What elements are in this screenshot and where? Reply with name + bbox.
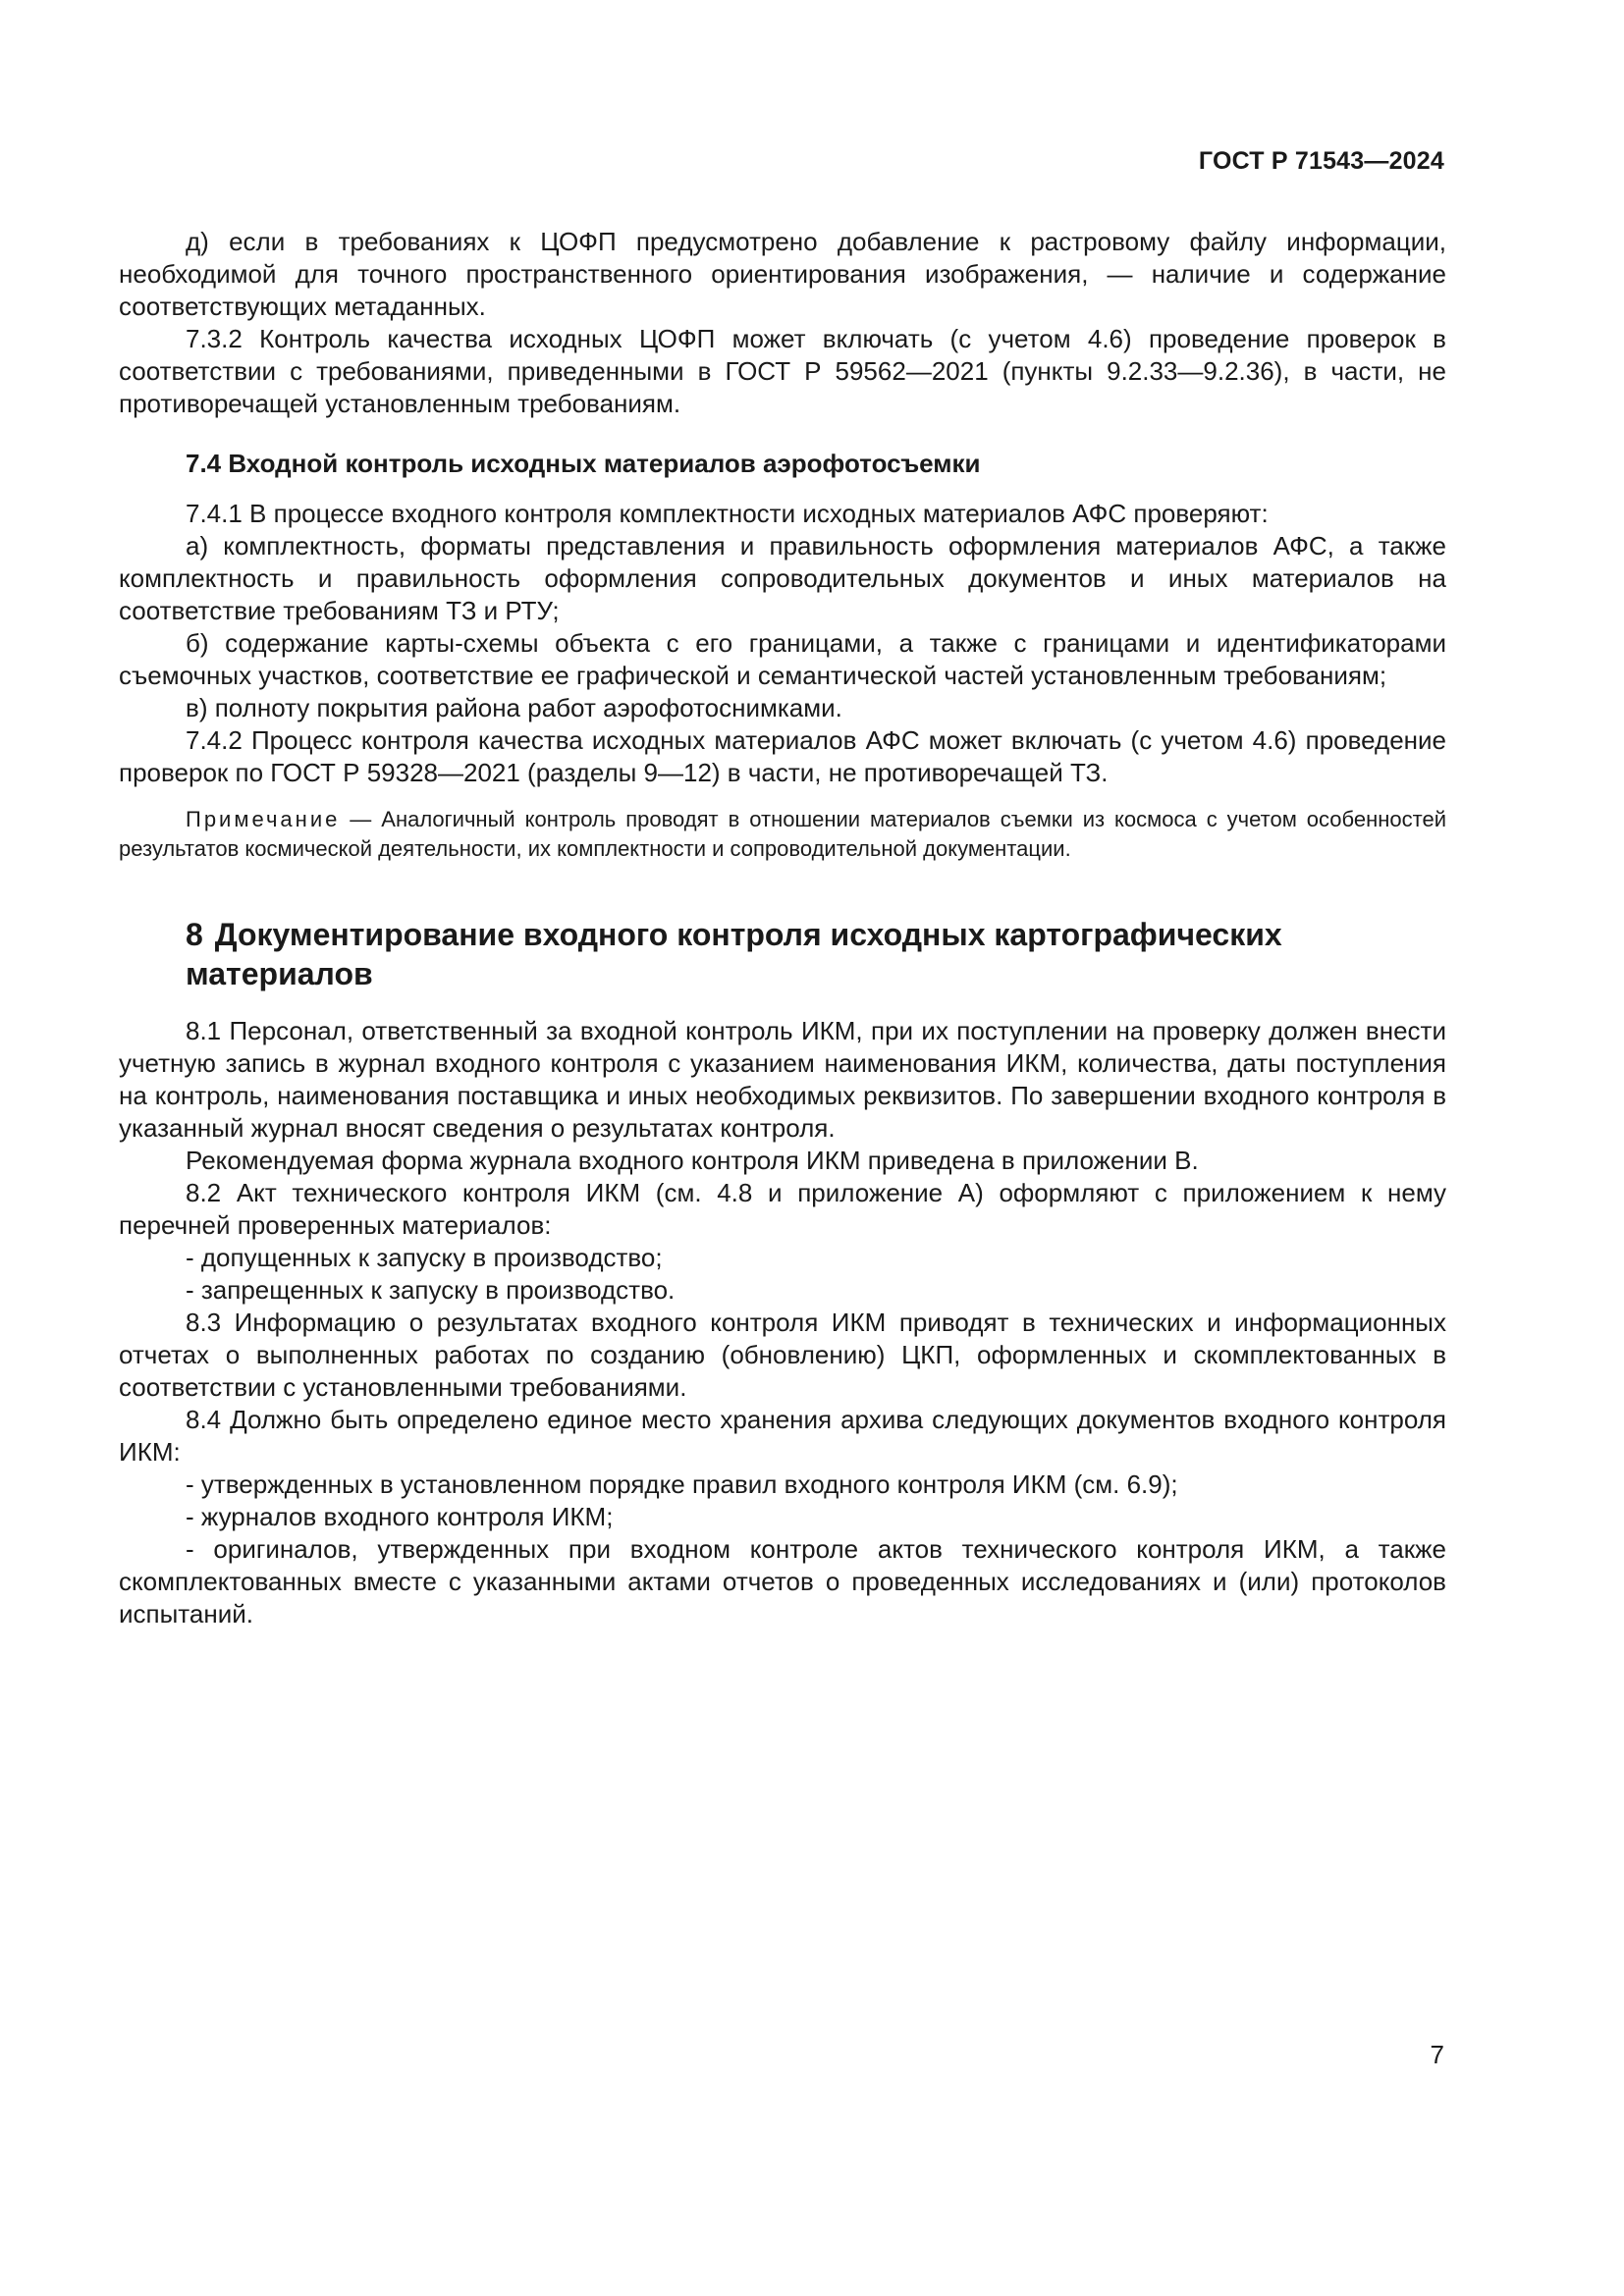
paragraph: 8.2 Акт технического контроля ИКМ (см. 4.8 и приложение А) оформляют с приложением к нему перечней проверенных материалов: <box>119 1178 1446 1240</box>
paragraph: 7.4.1 В процессе входного контроля комплектности исходных материалов АФС проверяют: <box>186 499 1269 528</box>
paragraph: 8.1 Персонал, ответственный за входной контроль ИКМ, при их поступлении на проверку должен внести учетную запись в журнал входного контроля с указанием наименования ИКМ, количества, даты поступления на контроль, наименования поставщика и иных необходимых реквизитов. По завершении входного контроля в указанный журнал вносят сведения о результатах контроля. <box>119 1016 1446 1143</box>
document-body <box>119 226 1446 1630</box>
section-number: 8 <box>186 917 203 952</box>
paragraph: б) содержание карты-схемы объекта с его границами, а также с границами и идентификаторами съемочных участков, соответствие ее графической и семантической частей установленным требованиям; <box>119 628 1446 690</box>
section-heading <box>119 915 1446 993</box>
page-number: 7 <box>1430 2040 1444 2069</box>
paragraph: Рекомендуемая форма журнала входного контроля ИКМ приведена в приложении В. <box>186 1146 1199 1175</box>
paragraph: 7.3.2 Контроль качества исходных ЦОФП может включать (с учетом 4.6) проведение проверок в соответствии с требованиями, приведенными в ГОСТ Р 59562—2021 (пункты 9.2.33—9.2.36), в части, не противоречащей установленным требованиям. <box>119 324 1446 418</box>
paragraph: 8.3 Информацию о результатах входного контроля ИКМ приводят в технических и информационных отчетах о выполненных работах по созданию (обновлению) ЦКП, оформленных и скомплектованных в соответствии с установленными требованиями. <box>119 1308 1446 1402</box>
section-title: Документирование входного контроля исходных картографических материалов <box>186 917 1282 991</box>
paragraph: - допущенных к запуску в производство; <box>186 1243 663 1272</box>
note-text: — Аналогичный контроль проводят в отношении материалов съемки из космоса с учетом особенностей результатов космической деятельности, их комплектности и сопроводительной документации. <box>119 807 1446 861</box>
paragraph: - журналов входного контроля ИКМ; <box>186 1502 614 1531</box>
paragraph: - оригиналов, утвержденных при входном контроле актов технического контроля ИКМ, а также скомплектованных вместе с указанными актами отчетов о проведенных исследованиях и (или) протоколов испытаний. <box>119 1534 1446 1629</box>
paragraph: в) полноту покрытия района работ аэрофотоснимками. <box>186 693 842 722</box>
paragraph: 7.4.2 Процесс контроля качества исходных материалов АФС может включать (с учетом 4.6) проведение проверок по ГОСТ Р 59328—2021 (разделы 9—12) в части, не противоречащей ТЗ. <box>119 725 1446 787</box>
note <box>119 805 1446 864</box>
note-label: Примечание <box>186 807 341 831</box>
paragraph: - запрещенных к запуску в производство. <box>186 1275 676 1305</box>
paragraph: 8.4 Должно быть определено единое место хранения архива следующих документов входного контроля ИКМ: <box>119 1405 1446 1467</box>
document-code-header: ГОСТ Р 71543—2024 <box>1198 147 1444 175</box>
paragraph: а) комплектность, форматы представления и правильность оформления материалов АФС, а также комплектность и правильность оформления сопроводительных документов и иных материалов на соответствие требованиям ТЗ и РТУ; <box>119 531 1446 625</box>
paragraph: - утвержденных в установленном порядке правил входного контроля ИКМ (см. 6.9); <box>186 1469 1178 1499</box>
subsection-heading: 7.4 Входной контроль исходных материалов аэрофотосъемки <box>186 449 981 478</box>
paragraph: д) если в требованиях к ЦОФП предусмотрено добавление к растровому файлу информации, необходимой для точного пространственного ориентирования изображения, — наличие и содержание соответствующих метаданных. <box>119 227 1446 321</box>
